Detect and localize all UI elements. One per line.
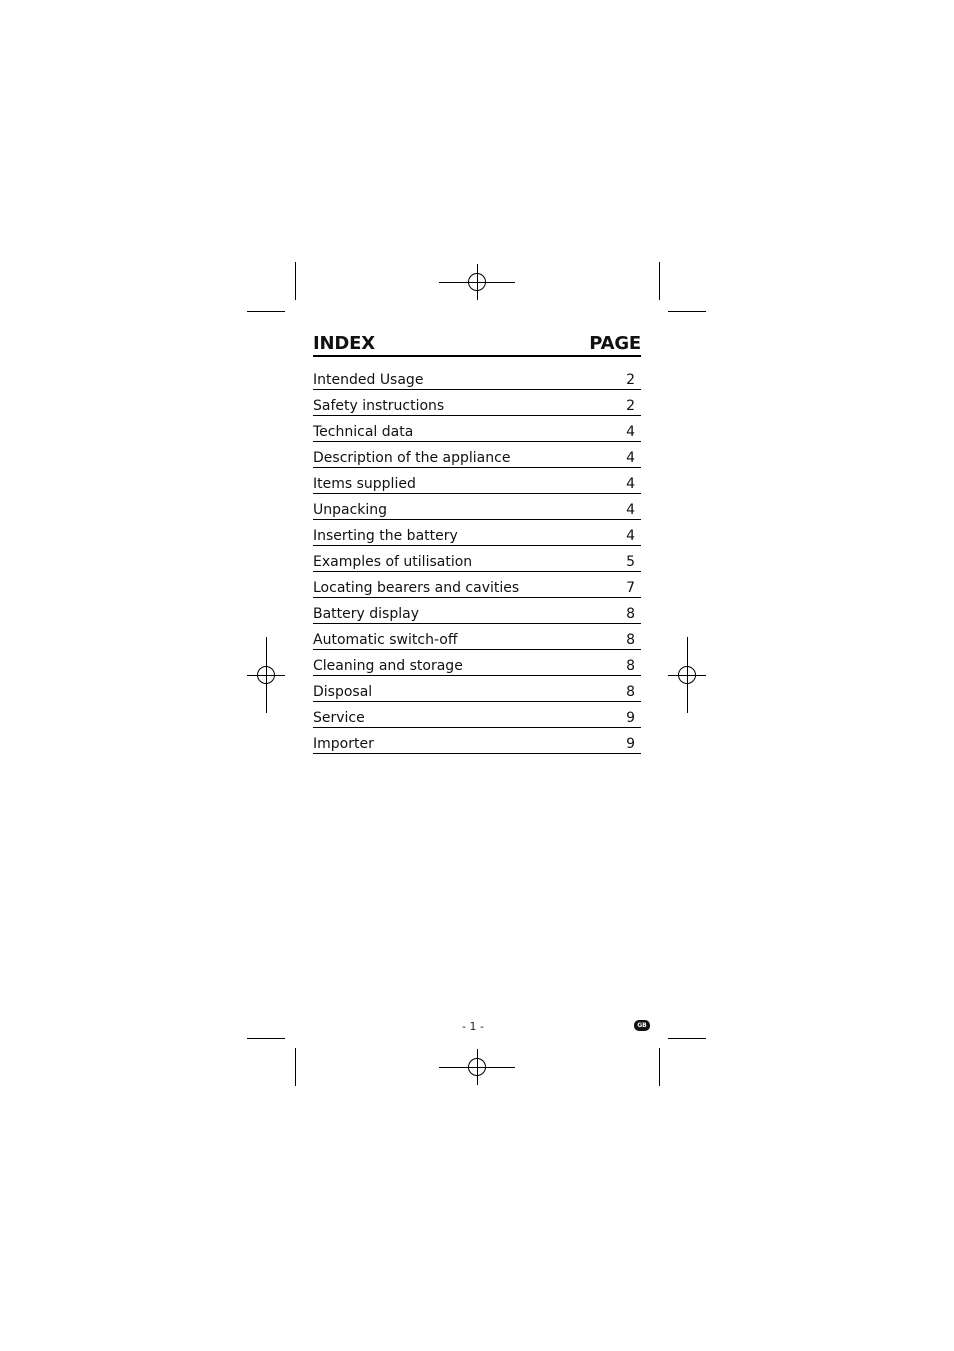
toc-heading-index: INDEX: [313, 333, 375, 354]
toc-entry-title: Battery display: [313, 606, 419, 622]
registration-mark-left-circle: [257, 666, 275, 684]
toc-entry[interactable]: [313, 499, 641, 520]
toc-entry[interactable]: [313, 551, 641, 572]
toc-entry-title: Unpacking: [313, 502, 388, 518]
toc-entry-title: Safety instructions: [313, 398, 445, 414]
toc-entry-page: 4: [626, 502, 635, 518]
toc-entry-page: 9: [626, 710, 635, 726]
toc-entry-page: 4: [626, 424, 635, 440]
toc-entry[interactable]: [313, 603, 641, 624]
toc-list: [313, 369, 641, 754]
crop-mark-top-right-horizontal: [668, 311, 706, 312]
toc-entry-page: 7: [626, 580, 635, 596]
toc-entry-title: Service: [313, 710, 365, 726]
registration-mark-top-circle: [468, 273, 486, 291]
toc-entry-title: Inserting the battery: [313, 528, 458, 544]
toc-entry-title: Disposal: [313, 684, 373, 700]
toc-entry-page: 2: [626, 372, 635, 388]
toc-entry-page: 4: [626, 450, 635, 466]
toc-entry-title: Cleaning and storage: [313, 658, 463, 674]
crop-mark-top-left-vertical: [295, 262, 296, 300]
toc-entry-title: Examples of utilisation: [313, 554, 473, 570]
toc-entry[interactable]: [313, 447, 641, 468]
toc-entry-page: 4: [626, 528, 635, 544]
toc-entry[interactable]: [313, 577, 641, 598]
toc-entry[interactable]: [313, 395, 641, 416]
toc-entry[interactable]: [313, 473, 641, 494]
table-of-contents: [313, 330, 641, 754]
toc-entry[interactable]: [313, 733, 641, 754]
toc-entry[interactable]: [313, 681, 641, 702]
page-number: - 1 -: [462, 1020, 484, 1033]
toc-entry[interactable]: [313, 629, 641, 650]
crop-mark-bottom-right-horizontal: [668, 1038, 706, 1039]
toc-entry-title: Automatic switch-off: [313, 632, 458, 648]
toc-entry-page: 8: [626, 606, 635, 622]
toc-entry-page: 9: [626, 736, 635, 752]
toc-entry-title: Items supplied: [313, 476, 416, 492]
toc-heading-page: PAGE: [589, 333, 641, 354]
toc-entry[interactable]: [313, 655, 641, 676]
crop-mark-bottom-left-vertical: [295, 1048, 296, 1086]
toc-entry[interactable]: [313, 369, 641, 390]
toc-entry[interactable]: [313, 525, 641, 546]
toc-entry-page: 4: [626, 476, 635, 492]
registration-mark-bottom-circle: [468, 1058, 486, 1076]
language-badge: GB: [634, 1020, 650, 1031]
toc-entry-title: Intended Usage: [313, 372, 424, 388]
toc-entry[interactable]: [313, 421, 641, 442]
crop-mark-top-right-vertical: [659, 262, 660, 300]
crop-mark-top-left-horizontal: [247, 311, 285, 312]
crop-mark-bottom-right-vertical: [659, 1048, 660, 1086]
toc-entry[interactable]: [313, 707, 641, 728]
toc-entry-title: Technical data: [313, 424, 414, 440]
toc-entry-title: Locating bearers and cavities: [313, 580, 520, 596]
registration-mark-right-circle: [678, 666, 696, 684]
crop-mark-bottom-left-horizontal: [247, 1038, 285, 1039]
toc-entry-title: Description of the appliance: [313, 450, 511, 466]
toc-entry-page: 8: [626, 684, 635, 700]
toc-header: [313, 330, 641, 357]
toc-entry-title: Importer: [313, 736, 374, 752]
toc-entry-page: 2: [626, 398, 635, 414]
toc-entry-page: 8: [626, 632, 635, 648]
toc-entry-page: 8: [626, 658, 635, 674]
toc-entry-page: 5: [626, 554, 635, 570]
